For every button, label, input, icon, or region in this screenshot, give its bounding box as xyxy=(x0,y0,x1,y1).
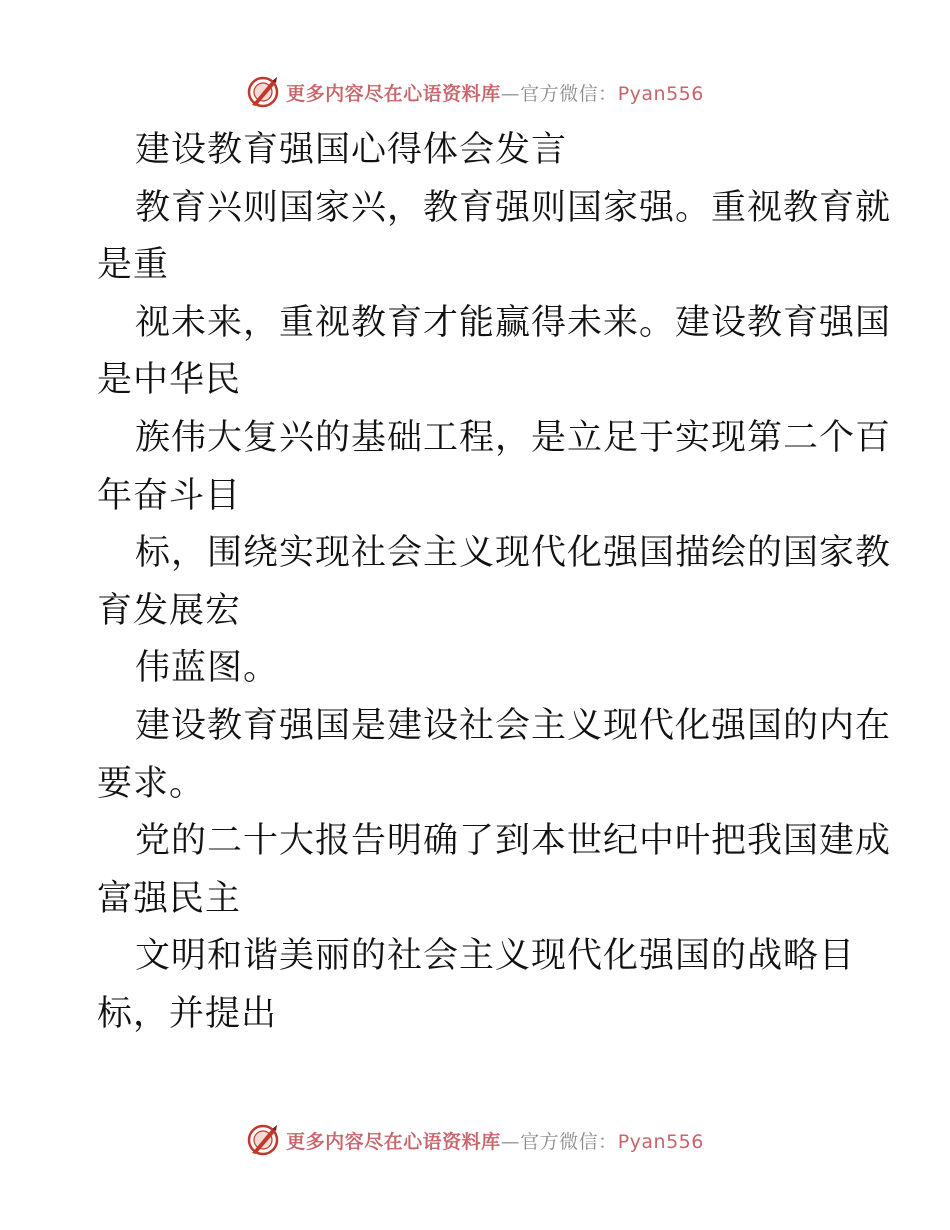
footer-banner-sub: 官方微信： xyxy=(520,1130,618,1153)
text-line: 文明和谐美丽的社会主义现代化强国的战略目 xyxy=(135,936,856,977)
text-line: 建设教育强国是建设社会主义现代化强国的内在 xyxy=(135,705,892,746)
footer-banner-dash: — xyxy=(500,1130,521,1153)
text-line: 标，围绕实现社会主义现代化强国描绘的国家教 xyxy=(135,533,892,574)
footer-banner xyxy=(0,1120,950,1160)
footer-banner-text xyxy=(286,1127,704,1154)
text-line: 教育兴则国家兴，教育强则国家强。重视教育就 xyxy=(135,187,892,228)
quill-logo-icon xyxy=(246,75,280,109)
header-banner-main: 更多内容尽在心语资料库 xyxy=(286,82,501,105)
document-body xyxy=(97,122,892,1044)
header-banner-id: Pyan556 xyxy=(617,82,704,105)
text-line: 党的二十大报告明确了到本世纪中叶把我国建成 xyxy=(135,821,892,862)
document-title: 建设教育强国心得体会发言 xyxy=(135,130,568,170)
text-line: 年奋斗目 xyxy=(97,475,242,516)
header-banner-text xyxy=(286,79,704,106)
text-line: 是重 xyxy=(97,245,170,286)
quill-logo-icon xyxy=(246,1123,280,1157)
header-banner xyxy=(0,72,950,112)
text-line: 标，并提出 xyxy=(97,993,278,1034)
text-line: 是中华民 xyxy=(97,360,242,401)
footer-banner-id: Pyan556 xyxy=(617,1130,704,1153)
footer-banner-main: 更多内容尽在心语资料库 xyxy=(286,1130,501,1153)
header-banner-dash: — xyxy=(500,82,521,105)
text-line: 要求。 xyxy=(97,763,206,804)
text-line: 育发展宏 xyxy=(97,590,242,631)
text-line: 伟蓝图。 xyxy=(135,648,280,689)
text-line: 富强民主 xyxy=(97,878,242,919)
header-banner-sub: 官方微信： xyxy=(520,82,618,105)
text-line: 族伟大复兴的基础工程，是立足于实现第二个百 xyxy=(135,417,892,458)
text-line: 视未来，重视教育才能赢得未来。建设教育强国 xyxy=(135,302,892,343)
